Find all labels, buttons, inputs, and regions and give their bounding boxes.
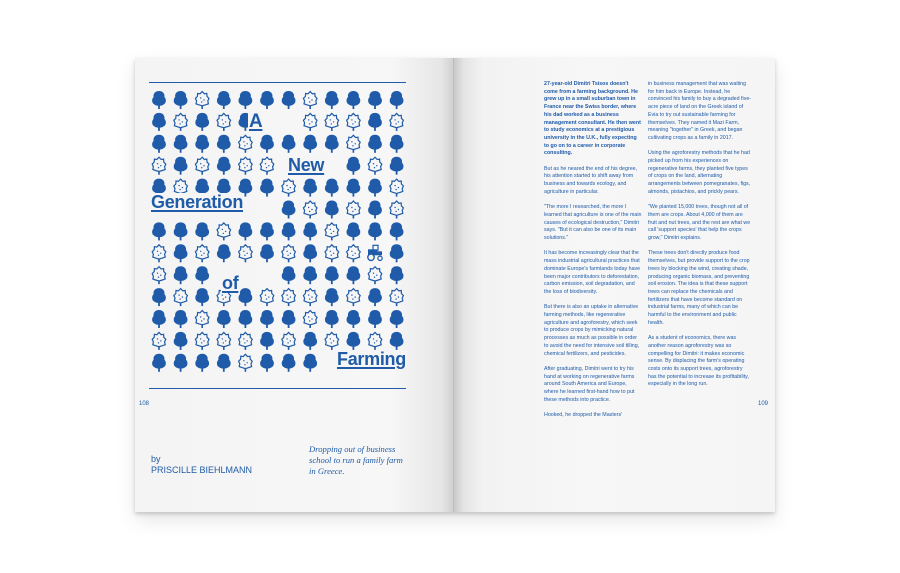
tree-outline-icon <box>195 245 209 262</box>
tree-solid-icon <box>152 113 166 131</box>
tree-solid-icon <box>347 157 361 175</box>
tree-solid-icon <box>282 91 296 109</box>
tree-solid-icon <box>325 179 339 197</box>
tree-solid-icon <box>174 157 188 175</box>
tree-solid-icon <box>390 91 404 109</box>
paragraph: These trees don't directly produce food themselves, but provide support to the crop trees by blocking the wind, creating shade, producing organic biomass, and preventing soil erosion. The idea is that these support trees can replace the chemicals and fertilizers that have become standard on industrial farms, many of which can be harmful to the environment and public health. <box>648 250 750 326</box>
tree-outline-icon <box>239 135 253 153</box>
tree-outline-icon <box>282 245 296 262</box>
tree-solid-icon <box>325 91 339 109</box>
tree-solid-icon <box>368 201 382 219</box>
tree-outline-icon <box>325 245 339 262</box>
page-number-right: 109 <box>758 401 769 407</box>
tree-solid-icon <box>303 332 317 350</box>
tree-outline-icon <box>325 223 339 241</box>
tree-solid-icon <box>260 222 274 240</box>
tree-outline-icon <box>282 332 296 350</box>
tree-solid-icon <box>282 354 296 372</box>
tree-outline-icon <box>303 92 317 110</box>
title-word-farming: Farming <box>337 349 406 369</box>
tree-outline-icon <box>174 289 188 307</box>
tree-outline-icon <box>347 201 361 219</box>
tree-solid-icon <box>347 222 361 240</box>
tree-solid-icon <box>217 91 231 109</box>
tree-solid-icon <box>325 288 339 306</box>
paragraph: But as he neared the end of his degree, his attention started to shift away from business and towards ecology, and agriculture in particular. <box>544 165 638 195</box>
tree-solid-icon <box>260 91 274 109</box>
tree-solid-icon <box>174 222 188 240</box>
tree-outline-icon <box>152 245 166 262</box>
tree-solid-icon <box>195 266 209 284</box>
text-column-1 <box>544 81 642 428</box>
dek: Dropping out of business school to run a family farm in Greece. <box>309 444 403 476</box>
title-word-new: New <box>288 155 325 175</box>
tree-solid-icon <box>152 135 166 153</box>
paragraph: in business management that was waiting for him back in Europe. Instead, he convinced his family to buy a degraded five-acre piece of land on the Greek island of Evia to try out sustainable farming for themselves. They named it Mazi Farm, meaning "together" in Greek, and began cultivating crops as a family in 2017. <box>648 81 752 141</box>
tree-outline-icon <box>239 354 253 372</box>
tree-outline-icon <box>303 289 317 307</box>
tree-solid-icon <box>368 135 382 153</box>
tree-outline-icon <box>217 332 231 350</box>
tree-solid-icon <box>368 91 382 109</box>
tree-solid-icon <box>152 222 166 240</box>
tree-solid-icon <box>260 332 274 350</box>
tree-solid-icon <box>303 244 317 262</box>
tree-solid-icon <box>325 135 339 153</box>
tree-outline-icon <box>325 113 339 130</box>
tree-solid-icon <box>174 91 188 109</box>
page-number-left: 108 <box>139 401 150 407</box>
tractor-icon <box>368 245 382 260</box>
tree-solid-icon <box>282 222 296 240</box>
tree-outline-icon <box>217 223 231 241</box>
byline-prefix: by <box>151 454 161 464</box>
paragraph: As a student of economics, there was another reason agroforestry was so compelling for Dimitri: it makes economic sense. By displacing the farm's operating costs onto its support trees, agroforestry has the potential to increase its profitability, especially in the long run. <box>648 335 749 388</box>
tree-outline-icon <box>303 311 317 329</box>
tree-solid-icon <box>195 222 209 240</box>
tree-outline-icon <box>368 332 382 350</box>
paragraph: "We planted 15,000 trees, though not all of them are crops. About 4,000 of them are fruit and nut trees, and the rest are what we call 'support species' that help the crops grow," Dimitri explains. <box>648 204 751 242</box>
tree-solid-icon <box>282 135 296 153</box>
tree-solid-icon <box>303 135 317 153</box>
tree-solid-icon <box>347 310 361 328</box>
tree-outline-icon <box>239 157 253 175</box>
tree-solid-icon <box>282 201 296 219</box>
tree-solid-icon <box>390 157 404 175</box>
tree-outline-icon <box>282 289 296 307</box>
tree-solid-icon <box>347 91 361 109</box>
tree-solid-icon <box>260 135 274 153</box>
tree-solid-icon <box>217 244 231 262</box>
tree-outline-icon <box>260 289 274 307</box>
tree-solid-icon <box>217 354 231 372</box>
tree-solid-icon <box>260 179 274 197</box>
tree-solid-icon <box>390 332 404 350</box>
tree-outline-icon <box>195 92 209 110</box>
tree-outline-icon <box>325 332 339 350</box>
tree-solid-icon <box>195 354 209 372</box>
tree-outline-icon <box>152 157 166 175</box>
left-page <box>135 58 454 512</box>
tree-solid-icon <box>368 179 382 197</box>
tree-outline-icon <box>347 289 361 307</box>
tree-outline-icon <box>303 201 317 219</box>
tree-solid-icon <box>152 354 166 372</box>
paragraph: "The more I researched, the more I learned that agriculture is one of the main causes of ecological destruction," Dimitri says. "But it can also be one of its main solutions." <box>544 204 642 242</box>
tree-solid-icon <box>303 354 317 372</box>
paragraph: 27-year-old Dimitri Tsisos doesn't come from a farming background. He grew up in a small suburban town in France near the Swiss border, where his dad worked as a business management consultant. He then went to study economics at a prestigious university in the U.K., fully expecting to go on to a career in corporate consulting. <box>544 81 641 157</box>
tree-solid-icon <box>217 157 231 175</box>
tree-outline-icon <box>347 135 361 153</box>
tree-outline-icon <box>347 113 361 130</box>
tree-solid-icon <box>195 288 209 306</box>
tree-solid-icon <box>239 91 253 109</box>
tree-solid-icon <box>174 310 188 328</box>
tree-outline-icon <box>390 289 404 307</box>
paragraph: Using the agroforestry methods that he had picked up from his experiences on regenerative farms, they planted five types of crops on the land, alternating arrangements between pomegranates, figs, almonds, pistachios, and prickly pears. <box>648 150 751 195</box>
tree-solid-icon <box>174 354 188 372</box>
bottom-rule <box>149 388 406 389</box>
tree-outline-icon <box>174 113 188 130</box>
paragraph: Hooked, he dropped the Masters' <box>544 412 623 419</box>
author-name: PRISCILLE BIEHLMANN <box>151 465 253 475</box>
tree-solid-icon <box>390 310 404 328</box>
tree-solid-icon <box>303 222 317 240</box>
tree-outline-icon <box>390 113 404 130</box>
tree-solid-icon <box>303 266 317 284</box>
tree-solid-icon <box>195 135 209 153</box>
tree-outline-icon <box>390 201 404 219</box>
paragraph: It has become increasingly clear that the mass industrial agricultural practices that dominate Europe's farmlands today have been major contributors to deforestation, carbon emission, soil degradation, and the loss of biodiversity. <box>544 250 641 295</box>
tree-solid-icon <box>174 244 188 262</box>
tree-solid-icon <box>195 113 209 131</box>
tree-outline-icon <box>368 157 382 175</box>
tree-solid-icon <box>390 266 404 284</box>
tree-outline-icon <box>195 157 209 175</box>
title-word-generation: Generation <box>151 192 244 212</box>
tree-solid-icon <box>368 310 382 328</box>
tree-outline-icon <box>303 113 317 130</box>
tree-solid-icon <box>152 310 166 328</box>
tree-solid-icon <box>390 135 404 153</box>
text-column-2 <box>648 81 752 397</box>
tree-outline-icon <box>195 311 209 329</box>
tree-solid-icon <box>368 288 382 306</box>
title-word-a: A <box>249 111 263 132</box>
tree-solid-icon <box>282 310 296 328</box>
tree-solid-icon <box>239 288 253 306</box>
magazine-spread <box>135 58 775 512</box>
tree-solid-icon <box>174 135 188 153</box>
tree-solid-icon <box>325 201 339 219</box>
tree-outline-icon <box>368 267 382 285</box>
tree-solid-icon <box>152 91 166 109</box>
tree-solid-icon <box>174 332 188 350</box>
tree-solid-icon <box>390 222 404 240</box>
tree-outline-icon <box>239 245 253 262</box>
title-word-of: of <box>222 273 239 293</box>
tree-outline-icon <box>390 179 404 197</box>
tree-solid-icon <box>347 266 361 284</box>
tree-solid-icon <box>282 266 296 284</box>
paragraph: But there is also an uptake in alternative farming methods, like regenerative agriculture and agroforestry, which seek to produce crops by mimicking natural processes as much as possible in order to avoid the need for intensive soil tilling, chemical fertilizers, and pesticides. <box>544 304 640 357</box>
tree-solid-icon <box>325 310 339 328</box>
tree-solid-icon <box>174 266 188 284</box>
tree-solid-icon <box>347 332 361 350</box>
tree-solid-icon <box>260 310 274 328</box>
tree-outline-icon <box>282 179 296 197</box>
tree-solid-icon <box>239 310 253 328</box>
tree-outline-icon <box>347 245 361 262</box>
tree-solid-icon <box>217 135 231 153</box>
tree-solid-icon <box>260 244 274 262</box>
tree-outline-icon <box>152 332 166 350</box>
tree-solid-icon <box>368 222 382 240</box>
tree-solid-icon <box>390 244 404 262</box>
right-page <box>454 58 775 512</box>
byline <box>151 454 252 476</box>
tree-solid-icon <box>152 288 166 306</box>
paragraph: After graduating, Dimitri went to try his hand at working on regenerative farms around South America and Europe, where he learned first-hand how to put these methods into practice. <box>544 365 635 403</box>
tree-solid-icon <box>217 310 231 328</box>
tree-outline-icon <box>152 267 166 285</box>
tree-solid-icon <box>325 266 339 284</box>
tree-outline-icon <box>195 332 209 350</box>
tree-solid-icon <box>368 113 382 131</box>
tree-solid-icon <box>347 179 361 197</box>
tree-outline-icon <box>217 113 231 130</box>
tree-outline-icon <box>260 157 274 175</box>
tree-solid-icon <box>239 222 253 240</box>
tree-solid-icon <box>260 354 274 372</box>
tree-outline-icon <box>239 332 253 350</box>
tree-solid-icon <box>303 179 317 197</box>
